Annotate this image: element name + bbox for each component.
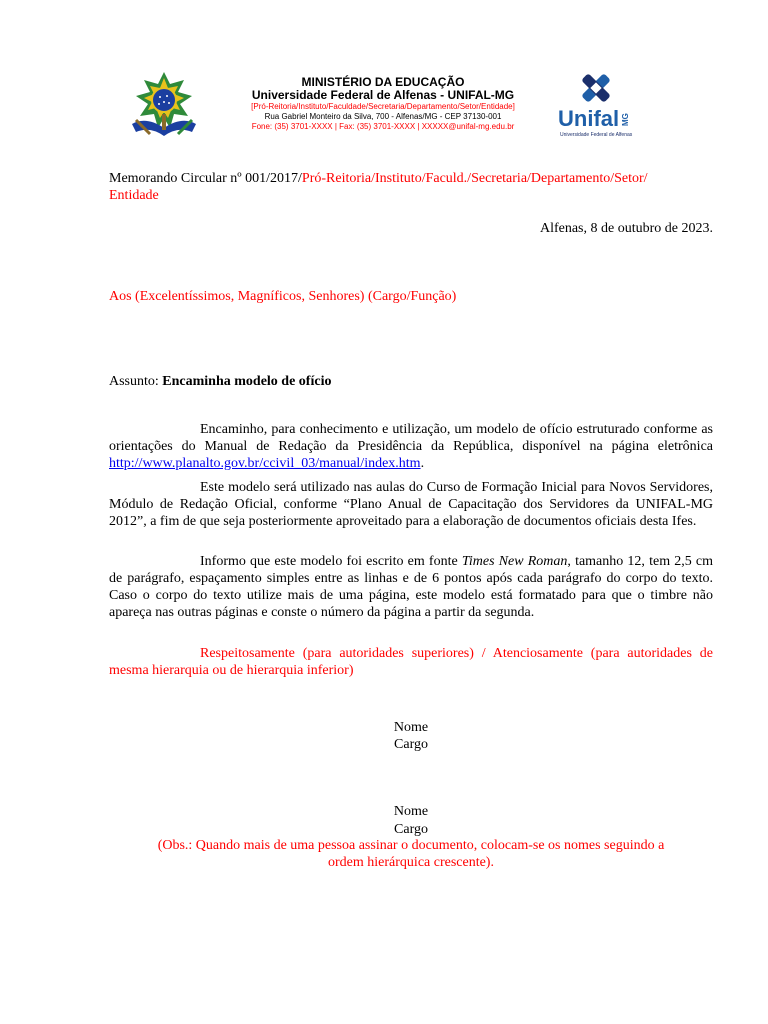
header-address: Rua Gabriel Monteiro da Silva, 700 - Alfenas/MG - CEP 37130-001 bbox=[264, 112, 502, 121]
subject-line bbox=[109, 373, 331, 390]
logo-mg: MG bbox=[621, 113, 630, 126]
memo-units-line2: Entidade bbox=[109, 188, 159, 203]
p1-end: . bbox=[420, 456, 425, 471]
manual-link[interactable]: http://www.planalto.gov.br/ccivil_03/manual/index.htm bbox=[109, 456, 421, 471]
signature-2-name: Nome bbox=[393, 804, 429, 819]
signature-1-role: Cargo bbox=[394, 737, 428, 752]
header-contact: Fone: (35) 3701-XXXX | Fax: (35) 3701-XXXX | XXXXX@unifal-mg.edu.br bbox=[251, 122, 515, 131]
logo-text: Unifal bbox=[558, 106, 620, 131]
signature-2-role: Cargo bbox=[394, 822, 428, 837]
memo-number bbox=[109, 170, 729, 187]
subject-text: Encaminha modelo de ofício bbox=[162, 374, 332, 389]
header-units: [Pró-Reitoria/Instituto/Faculdade/Secretaria/Departamento/Setor/Entidade] bbox=[251, 102, 515, 111]
header-university: Universidade Federal de Alfenas - UNIFAL-MG bbox=[251, 88, 515, 102]
p3-text: Informo que este modelo foi escrito em fonte bbox=[200, 554, 462, 569]
body-paragraph-3 bbox=[109, 553, 713, 621]
signature-1-name: Nome bbox=[393, 720, 429, 735]
logo-subtitle: Universidade Federal de Alfenas bbox=[560, 132, 633, 138]
p3-rest: , tamanho 12, tem 2,5 cm de parágrafo, espaçamento simples entre as linhas e de 6 pontos após cada parágrafo do corpo do texto. Caso o corpo do texto utilize mais de uma página, este modelo está formatado para que o timbre não apareça nas outras páginas e conste o número da página a partir da segunda. bbox=[109, 554, 713, 620]
body-paragraph-2: Este modelo será utilizado nas aulas do Curso de Formação Inicial para Novos Servidores, Módulo de Redação Oficial, conforme “Plano Anual de Capacitação dos Servidores da UNIFAL-MG 2012”, a fim de que seja posteriormente aproveitado para a elaboração de documentos oficiais desta Ifes. bbox=[109, 480, 713, 529]
recipient-line: Aos (Excelentíssimos, Magníficos, Senhores) (Cargo/Função) bbox=[109, 289, 457, 304]
p1-text: Encaminho, para conhecimento e utilização, um modelo de ofício estruturado conforme as orientações do Manual de Redação da Presidência da República, disponível na página eletrônica bbox=[109, 422, 713, 454]
closing-paragraph: Respeitosamente (para autoridades superiores) / Atenciosamente (para autoridades de mesma hierarquia ou de hierarquia inferior) bbox=[109, 646, 713, 678]
header-ministry: MINISTÉRIO DA EDUCAÇÃO bbox=[301, 75, 465, 89]
note-line-1: (Obs.: Quando mais de uma pessoa assinar o documento, colocam-se os nomes seguindo a bbox=[157, 838, 665, 853]
memo-units-line1: Pró-Reitoria/Instituto/Faculd./Secretaria/Departamento/Setor/ bbox=[301, 171, 648, 186]
coat-of-arms-icon bbox=[126, 70, 202, 142]
memo-prefix: Memorando Circular nº 001/2017/ bbox=[109, 171, 302, 186]
unifal-logo-icon bbox=[556, 70, 636, 142]
subject-label: Assunto: bbox=[109, 374, 163, 389]
document-date: Alfenas, 8 de outubro de 2023. bbox=[539, 221, 713, 236]
p3-font-name: Times New Roman bbox=[461, 554, 568, 569]
body-paragraph-1 bbox=[109, 421, 713, 472]
note-line-2: ordem hierárquica crescente). bbox=[328, 855, 494, 870]
